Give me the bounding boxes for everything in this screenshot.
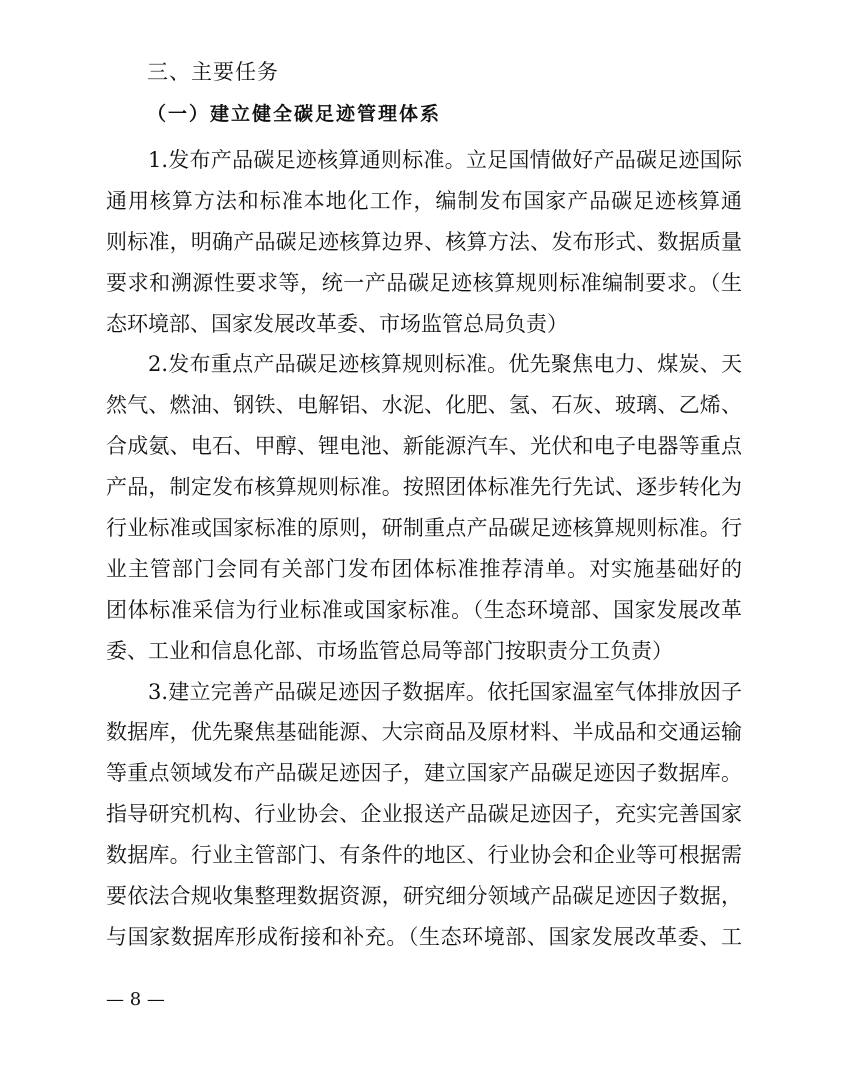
paragraph-2-line: 业主管部门会同有关部门发布团体标准推荐清单。对实施基础好的 [106, 556, 742, 581]
paragraph-2-line: 产品，制定发布核算规则标准。按照团体标准先行先试、逐步转化为 [106, 475, 742, 500]
paragraph-1-line: 要求和溯源性要求等，统一产品碳足迹核算规则标准编制要求。（生 [106, 270, 742, 295]
paragraph-3-line: 与国家数据库形成衔接和补充。（生态环境部、国家发展改革委、工 [106, 924, 742, 949]
paragraph-3-line: 要依法合规收集整理数据资源，研究细分领域产品碳足迹因子数据， [106, 884, 742, 909]
subsection-heading: （一）建立健全碳足迹管理体系 [147, 103, 442, 125]
section-heading: 三、主要任务 [147, 60, 279, 84]
paragraph-2-line: 合成氨、电石、甲醇、锂电池、新能源汽车、光伏和电子电器等重点 [106, 434, 742, 459]
paragraph-1-line: 1.发布产品碳足迹核算通则标准。立足国情做好产品碳足迹国际 [148, 148, 742, 172]
paragraph-2-line: 行业标准或国家标准的原则，研制重点产品碳足迹核算规则标准。行 [106, 516, 742, 541]
paragraph-2-line: 团体标准采信为行业标准或国家标准。（生态环境部、国家发展改革 [106, 597, 742, 622]
paragraph-3-line: 等重点领域发布产品碳足迹因子，建立国家产品碳足迹因子数据库。 [106, 761, 742, 786]
paragraph-1-line: 则标准，明确产品碳足迹核算边界、核算方法、发布形式、数据质量 [106, 229, 742, 254]
paragraph-3-line: 数据库，优先聚焦基础能源、大宗商品及原材料、半成品和交通运输 [106, 720, 742, 745]
paragraph-2-line: 2.发布重点产品碳足迹核算规则标准。优先聚焦电力、煤炭、天 [148, 352, 742, 377]
paragraph-2-line: 然气、燃油、钢铁、电解铝、水泥、化肥、氢、石灰、玻璃、乙烯、 [106, 393, 742, 418]
paragraph-3-line: 3.建立完善产品碳足迹因子数据库。依托国家温室气体排放因子 [148, 679, 742, 704]
paragraph-3-line: 指导研究机构、行业协会、企业报送产品碳足迹因子，充实完善国家 [106, 802, 742, 827]
paragraph-2-line: 委、工业和信息化部、市场监管总局等部门按职责分工负责） [106, 638, 673, 663]
body-text [106, 140, 742, 958]
paragraph-1-line: 通用核算方法和标准本地化工作，编制发布国家产品碳足迹核算通 [106, 188, 742, 213]
page-number: — 8 — [106, 989, 165, 1010]
paragraph-1-line: 态环境部、国家发展改革委、市场监管总局负责） [106, 311, 568, 336]
paragraph-3-line: 数据库。行业主管部门、有条件的地区、行业协会和企业等可根据需 [106, 843, 742, 868]
